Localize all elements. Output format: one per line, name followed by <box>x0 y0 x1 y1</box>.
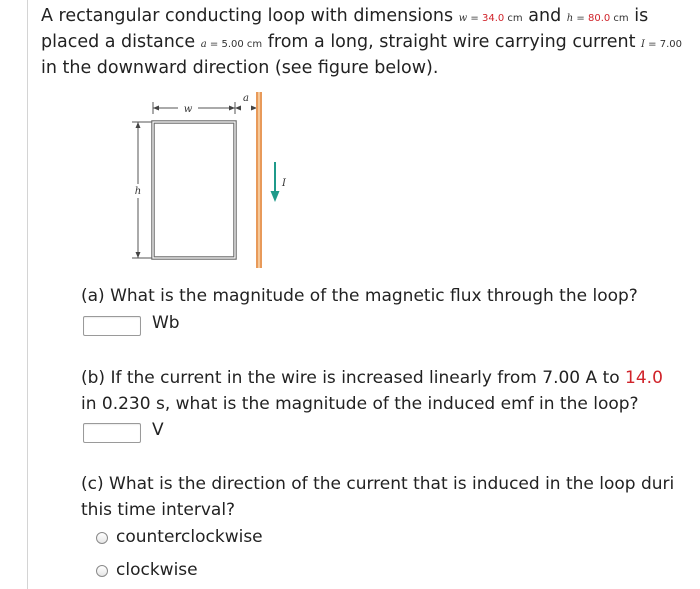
h-bottom-arrowhead <box>136 252 141 258</box>
current-label: I <box>282 178 286 189</box>
intro-is: is <box>634 6 649 26</box>
wire-highlight <box>258 92 260 268</box>
conducting-loop-inner <box>153 122 235 258</box>
current-arrowhead <box>271 191 280 202</box>
part-c-line-1: (c) What is the direction of the current that is induced in the loop duri <box>81 474 675 494</box>
i-expression: I = 7.00 <box>641 39 683 50</box>
intro-text-3: from a long, straight wire carrying current <box>267 32 636 52</box>
a-left-arrowhead <box>235 106 241 111</box>
w-left-arrowhead <box>153 106 159 111</box>
w-label: w <box>183 104 193 115</box>
part-a-question: (a) What is the magnitude of the magnetic flux through the loop? <box>81 286 638 306</box>
intro-line-2 <box>41 32 682 52</box>
part-b-line-2: in 0.230 s, what is the magnitude of the induced emf in the loop? <box>81 394 639 414</box>
w-value: 34.0 <box>481 13 505 24</box>
h-label: h <box>134 186 142 197</box>
a-expression: a = 5.00 cm <box>200 39 263 50</box>
option-counterclockwise-label[interactable]: counterclockwise <box>116 527 263 547</box>
intro-text-2: placed a distance <box>41 32 196 52</box>
part-b-answer-input[interactable] <box>83 423 141 443</box>
a-label: a <box>243 93 249 104</box>
w-expression: w = 34.0 cm <box>458 13 523 24</box>
intro-text-1: A rectangular conducting loop with dimensions <box>41 6 454 26</box>
conducting-loop-outer <box>153 122 235 258</box>
part-b-unit: V <box>152 420 164 440</box>
intro-line-1 <box>41 6 648 26</box>
h-expression: h = 80.0 cm <box>566 13 629 24</box>
part-a-answer-input[interactable] <box>83 316 141 336</box>
part-b-red-value: 14.0 <box>625 368 663 388</box>
intro-and: and <box>528 6 562 26</box>
left-divider <box>27 0 28 589</box>
radio-clockwise[interactable] <box>96 565 108 577</box>
radio-counterclockwise[interactable] <box>96 532 108 544</box>
part-a-unit: Wb <box>152 313 180 333</box>
w-right-arrowhead <box>229 106 235 111</box>
h-value: 80.0 <box>587 13 611 24</box>
part-c-line-2: this time interval? <box>81 500 236 520</box>
part-b-line-1 <box>81 368 663 388</box>
part-b-text: (b) If the current in the wire is increased linearly from 7.00 A to <box>81 368 626 388</box>
loop-wire-figure <box>120 92 286 268</box>
h-top-arrowhead <box>136 122 141 128</box>
intro-line-3: in the downward direction (see figure below). <box>41 58 439 78</box>
option-clockwise-label[interactable]: clockwise <box>116 560 198 580</box>
